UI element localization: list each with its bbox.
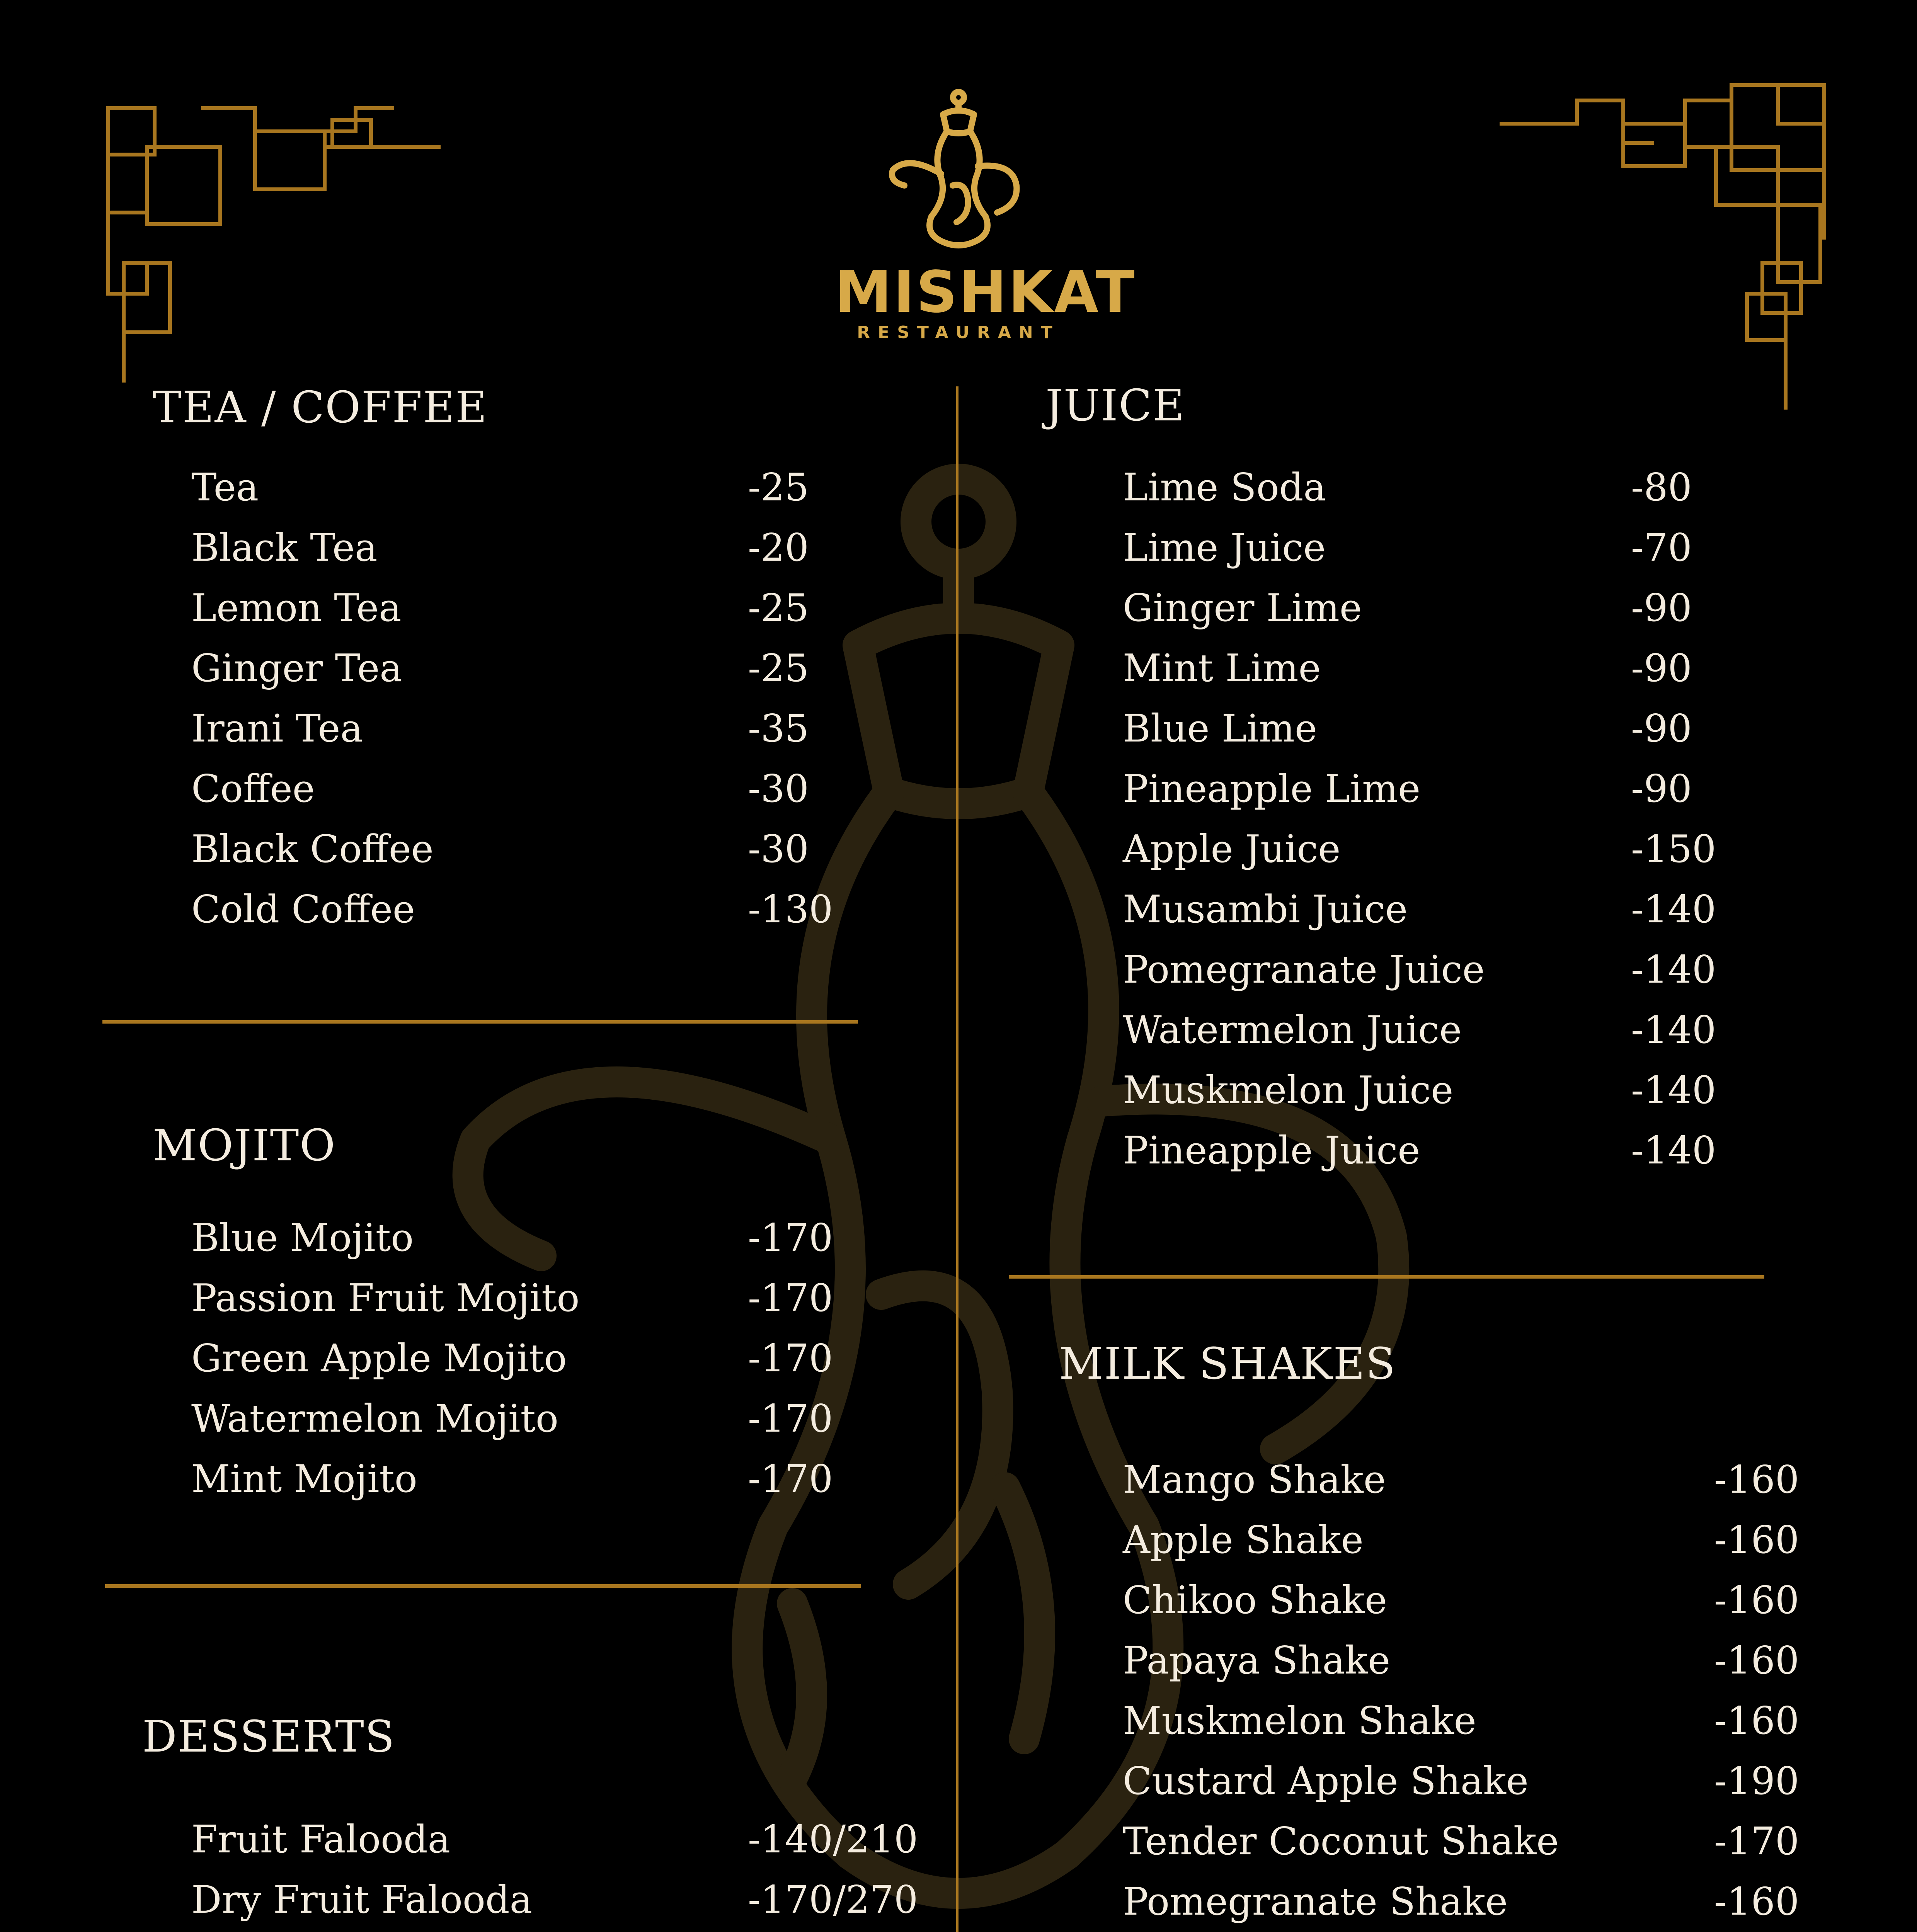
menu-item — [1123, 1008, 1716, 1068]
item-price: -25 — [748, 466, 809, 510]
brand-subtitle: RESTAURANT — [857, 323, 1060, 342]
menu-item — [1123, 466, 1692, 526]
item-name: Coffee — [191, 767, 315, 811]
menu-item — [1123, 827, 1716, 888]
item-price: -160 — [1714, 1639, 1800, 1683]
item-price: -25 — [748, 586, 809, 630]
item-price: -30 — [748, 827, 809, 871]
item-price: -160 — [1714, 1458, 1800, 1502]
item-name: Watermelon Mojito — [191, 1397, 558, 1441]
item-price: -170 — [1714, 1820, 1800, 1864]
menu-item — [1123, 1518, 1800, 1578]
item-price: -130 — [748, 888, 833, 932]
item-name: Blue Mojito — [191, 1216, 414, 1260]
item-name: Muskmelon Juice — [1123, 1068, 1454, 1112]
item-name: Fruit Falooda — [191, 1818, 451, 1862]
item-price: -90 — [1631, 646, 1692, 690]
item-price: -170 — [748, 1457, 833, 1501]
item-price: -140 — [1631, 1008, 1716, 1052]
menu-item — [191, 646, 809, 707]
item-name: Mango Shake — [1123, 1458, 1386, 1502]
item-price: -140 — [1631, 948, 1716, 992]
menu-item — [191, 586, 809, 646]
menu-item — [191, 767, 809, 827]
menu-item — [1123, 646, 1692, 707]
section-title-mojito: MOJITO — [153, 1121, 336, 1171]
dallah-coffee-pot-icon — [889, 89, 1028, 251]
item-name: Apple Juice — [1123, 827, 1341, 871]
item-name: Cold Coffee — [191, 888, 415, 932]
menu-item — [191, 1337, 833, 1397]
menu-item — [191, 1216, 833, 1276]
item-name: Pineapple Juice — [1123, 1129, 1420, 1173]
item-price: -90 — [1631, 767, 1692, 811]
menu-item — [191, 707, 809, 767]
item-name: Pineapple Lime — [1123, 767, 1421, 811]
item-name: Pomegranate Shake — [1123, 1880, 1508, 1924]
item-price: -170 — [748, 1276, 833, 1320]
menu-item — [1123, 1458, 1800, 1518]
menu-item — [1123, 1759, 1800, 1820]
item-price: -150 — [1631, 827, 1716, 871]
item-price: -140/210 — [748, 1818, 918, 1862]
item-price: -190 — [1714, 1759, 1800, 1803]
section-title-desserts: DESSERTS — [142, 1712, 395, 1762]
item-name: Mint Mojito — [191, 1457, 417, 1501]
item-name: Tender Coconut Shake — [1123, 1820, 1559, 1864]
item-price: -160 — [1714, 1578, 1800, 1622]
center-divider — [956, 386, 958, 1932]
section-title-tea-coffee: TEA / COFFEE — [153, 383, 488, 433]
item-price: -20 — [748, 526, 809, 570]
menu-item — [191, 1878, 918, 1932]
item-name: Lime Soda — [1123, 466, 1326, 510]
menu-item — [1123, 767, 1692, 827]
menu-item — [191, 827, 809, 888]
section-title-milk-shakes: MILK SHAKES — [1059, 1339, 1396, 1389]
item-price: -140 — [1631, 1068, 1716, 1112]
menu-item — [1123, 1578, 1800, 1639]
menu-item — [1123, 526, 1692, 586]
menu-item — [191, 1457, 833, 1517]
corner-ornament-top-right — [1500, 77, 1832, 417]
menu-item — [191, 888, 833, 948]
item-name: Tea — [191, 466, 259, 510]
item-price: -90 — [1631, 586, 1692, 630]
menu-item — [191, 1397, 833, 1457]
item-name: Ginger Tea — [191, 646, 402, 690]
divider-tea-mojito — [102, 1020, 858, 1024]
menu-item — [191, 1276, 833, 1337]
item-price: -140 — [1631, 888, 1716, 932]
menu-item — [1123, 1639, 1800, 1699]
item-price: -160 — [1714, 1699, 1800, 1743]
item-name: Black Coffee — [191, 827, 434, 871]
item-name: Pomegranate Juice — [1123, 948, 1485, 992]
item-name: Custard Apple Shake — [1123, 1759, 1529, 1803]
item-price: -140 — [1631, 1129, 1716, 1173]
item-name: Blue Lime — [1123, 707, 1317, 751]
item-name: Ginger Lime — [1123, 586, 1362, 630]
item-price: -170 — [748, 1397, 833, 1441]
menu-item — [1123, 1820, 1800, 1880]
menu-item — [1123, 586, 1692, 646]
brand-name: MISHKAT — [835, 259, 1136, 325]
section-title-juice: JUICE — [1045, 381, 1185, 431]
item-price: -170 — [748, 1216, 833, 1260]
menu-item — [1123, 948, 1716, 1008]
item-name: Lemon Tea — [191, 586, 402, 630]
menu-item — [191, 1818, 918, 1878]
item-price: -160 — [1714, 1880, 1800, 1924]
item-name: Irani Tea — [191, 707, 363, 751]
item-name: Papaya Shake — [1123, 1639, 1391, 1683]
item-price: -35 — [748, 707, 809, 751]
item-price: -170 — [748, 1337, 833, 1381]
item-price: -25 — [748, 646, 809, 690]
menu-item — [1123, 1068, 1716, 1129]
divider-juice-shakes — [1009, 1275, 1764, 1279]
menu-item — [1123, 1699, 1800, 1759]
brand-logo — [835, 89, 1136, 352]
menu-item — [1123, 1880, 1800, 1932]
item-price: -30 — [748, 767, 809, 811]
item-price: -90 — [1631, 707, 1692, 751]
menu-item — [191, 526, 809, 586]
item-name: Dry Fruit Falooda — [191, 1878, 533, 1922]
item-name: Passion Fruit Mojito — [191, 1276, 580, 1320]
item-name: Musambi Juice — [1123, 888, 1408, 932]
item-price: -170/270 — [748, 1878, 918, 1922]
menu-item — [1123, 888, 1716, 948]
divider-mojito-desserts — [105, 1584, 861, 1588]
item-price: -160 — [1714, 1518, 1800, 1562]
menu-item — [191, 466, 809, 526]
menu-item — [1123, 1129, 1716, 1189]
item-name: Apple Shake — [1123, 1518, 1364, 1562]
item-name: Muskmelon Shake — [1123, 1699, 1476, 1743]
item-name: Chikoo Shake — [1123, 1578, 1388, 1622]
menu-item — [1123, 707, 1692, 767]
item-price: -80 — [1631, 466, 1692, 510]
item-name: Watermelon Juice — [1123, 1008, 1462, 1052]
item-name: Green Apple Mojito — [191, 1337, 567, 1381]
item-name: Black Tea — [191, 526, 378, 570]
item-name: Mint Lime — [1123, 646, 1321, 690]
corner-ornament-top-left — [100, 100, 441, 386]
item-price: -70 — [1631, 526, 1692, 570]
item-name: Lime Juice — [1123, 526, 1326, 570]
